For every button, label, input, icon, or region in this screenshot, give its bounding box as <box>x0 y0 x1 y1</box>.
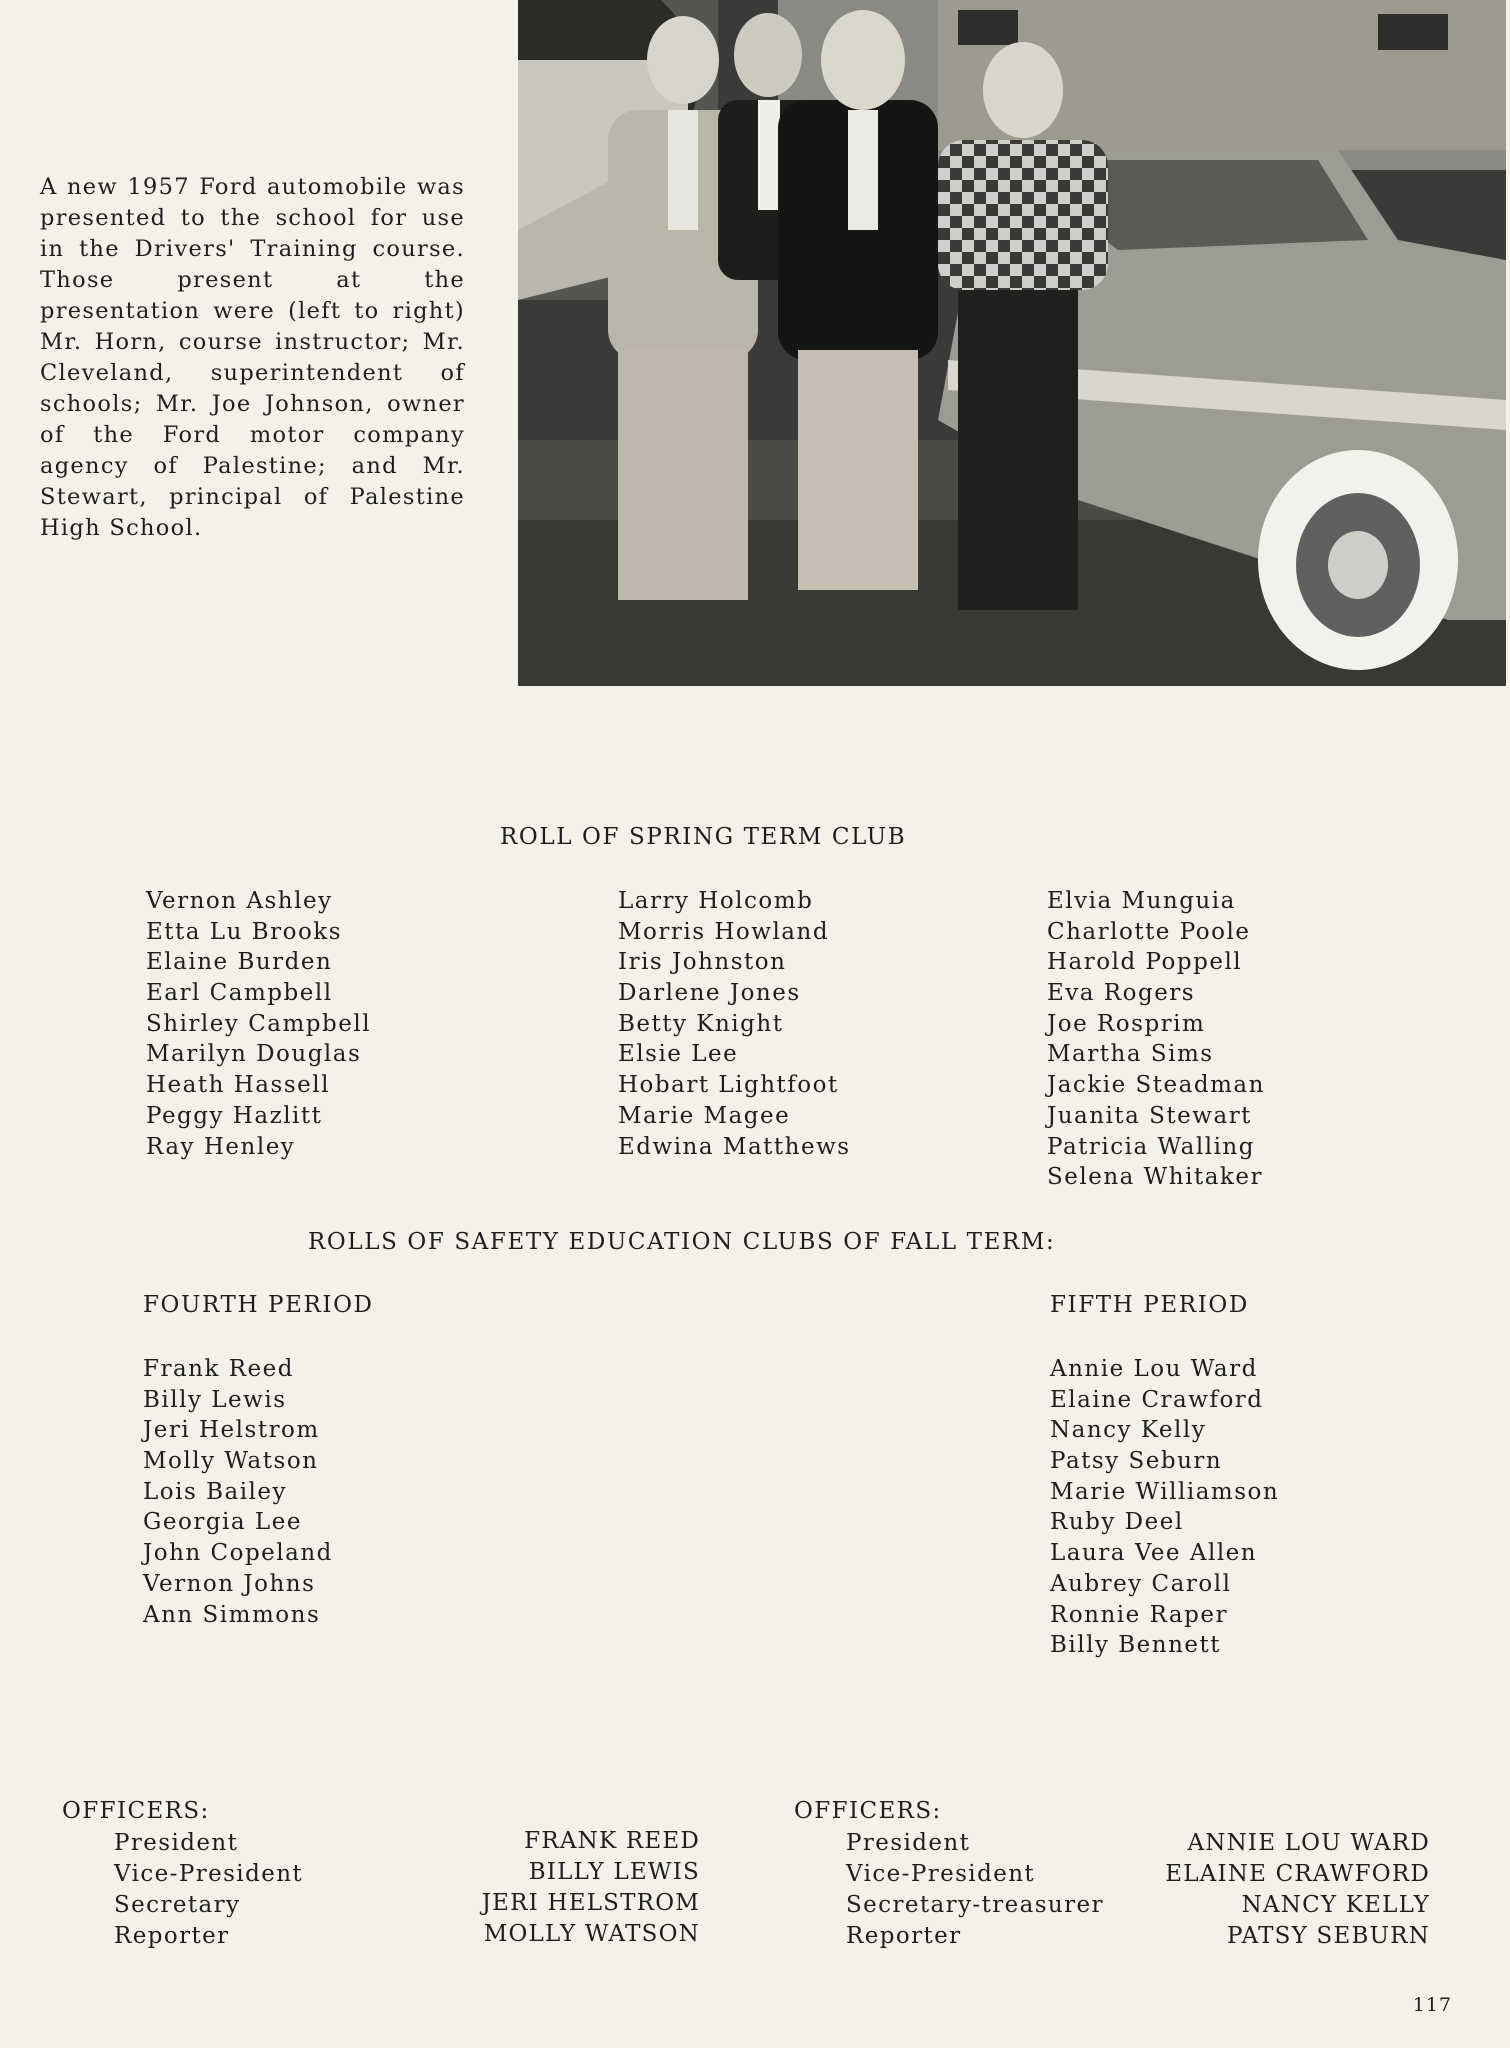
list-item: Jackie Steadman <box>1047 1072 1265 1099</box>
fourth-period-heading: FOURTH PERIOD <box>143 1292 374 1318</box>
list-item: Hobart Lightfoot <box>618 1072 839 1099</box>
list-item: Ann Simmons <box>143 1601 321 1628</box>
list-item: Marie Williamson <box>1050 1478 1280 1505</box>
fifth-period-list <box>1050 1354 1279 1661</box>
officer-name: BILLY LEWIS <box>528 1859 700 1885</box>
list-item: Harold Poppell <box>1047 949 1243 976</box>
list-item: Juanita Stewart <box>1047 1102 1252 1129</box>
fourth-period-officer-roles <box>114 1828 303 1952</box>
fifth-period-officers-label: OFFICERS: <box>794 1798 942 1824</box>
list-item: Frank Reed <box>143 1356 294 1382</box>
page-number: 117 <box>1412 1994 1452 2016</box>
officer-role: Vice-President <box>114 1861 304 1887</box>
list-item: Nancy Kelly <box>1050 1417 1207 1444</box>
list-item: Patsy Seburn <box>1050 1448 1223 1475</box>
list-item: Shirley Campbell <box>146 1010 372 1037</box>
officer-role: Reporter <box>114 1923 230 1949</box>
list-item: Larry Holcomb <box>618 888 814 914</box>
fourth-period-officer-names <box>482 1826 700 1950</box>
officer-role: President <box>846 1830 971 1856</box>
list-item: Elsie Lee <box>618 1041 739 1068</box>
list-item: Lois Bailey <box>143 1478 288 1505</box>
list-item: Selena Whitaker <box>1047 1164 1263 1191</box>
list-item: Edwina Matthews <box>618 1133 851 1160</box>
officer-role: Reporter <box>846 1923 962 1949</box>
officer-role: Vice-President <box>846 1861 1036 1887</box>
list-item: Patricia Walling <box>1047 1133 1255 1160</box>
list-item: Darlene Jones <box>618 980 801 1007</box>
list-item: Billy Lewis <box>143 1386 287 1413</box>
fall-roll-heading: ROLLS OF SAFETY EDUCATION CLUBS OF FALL TERM: <box>308 1229 1056 1255</box>
list-item: John Copeland <box>143 1540 333 1567</box>
list-item: Betty Knight <box>618 1010 784 1037</box>
list-item: Laura Vee Allen <box>1050 1540 1258 1567</box>
officer-name: ANNIE LOU WARD <box>1187 1830 1430 1856</box>
spring-roll-heading: ROLL OF SPRING TERM CLUB <box>500 824 907 850</box>
officer-name: PATSY SEBURN <box>1227 1923 1430 1949</box>
list-item: Vernon Johns <box>143 1570 316 1597</box>
list-item: Eva Rogers <box>1047 980 1196 1007</box>
fifth-period-officer-names <box>1165 1828 1430 1952</box>
list-item: Ruby Deel <box>1050 1509 1184 1536</box>
officer-name: NANCY KELLY <box>1241 1892 1430 1918</box>
list-item: Joe Rosprim <box>1047 1010 1206 1037</box>
list-item: Ray Henley <box>146 1133 296 1160</box>
officer-role: President <box>114 1830 239 1856</box>
list-item: Iris Johnston <box>618 949 787 976</box>
spring-roll-column-3 <box>1047 886 1265 1193</box>
list-item: Charlotte Poole <box>1047 918 1251 945</box>
list-item: Marie Magee <box>618 1102 791 1129</box>
officer-name: FRANK REED <box>524 1828 700 1854</box>
fifth-period-heading: FIFTH PERIOD <box>1050 1292 1249 1318</box>
officer-name: MOLLY WATSON <box>483 1921 700 1947</box>
spring-roll-column-2 <box>618 886 851 1162</box>
list-item: Elaine Burden <box>146 949 333 976</box>
spring-roll-column-1 <box>146 886 371 1162</box>
list-item: Earl Campbell <box>146 980 333 1007</box>
fourth-period-list <box>143 1354 333 1630</box>
officer-name: ELAINE CRAWFORD <box>1165 1861 1430 1887</box>
list-item: Georgia Lee <box>143 1509 302 1536</box>
list-item: Elvia Munguia <box>1047 888 1236 914</box>
list-item: Annie Lou Ward <box>1050 1356 1258 1382</box>
officer-role: Secretary <box>114 1892 241 1918</box>
fourth-period-officers-label: OFFICERS: <box>62 1798 210 1824</box>
list-item: Peggy Hazlitt <box>146 1102 323 1129</box>
fifth-period-officer-roles <box>846 1828 1104 1952</box>
ford-presentation-photo <box>518 0 1506 686</box>
officer-name: JERI HELSTROM <box>481 1890 700 1916</box>
list-item: Vernon Ashley <box>146 888 333 914</box>
list-item: Heath Hassell <box>146 1072 330 1099</box>
list-item: Morris Howland <box>618 918 830 945</box>
officer-role: Secretary-treasurer <box>846 1892 1104 1918</box>
list-item: Molly Watson <box>143 1448 319 1475</box>
list-item: Elaine Crawford <box>1050 1386 1264 1413</box>
photo-caption: A new 1957 Ford automobile was presented to the school for use in the Drivers' Training course. Those present at the presentation were (left to right) Mr. Horn, course instructor; Mr. Cleveland, superintendent of schools; Mr. Joe Johnson, owner of the Ford motor company agency of Palestine; and Mr. Stewart, principal of Palestine High School. <box>40 174 465 541</box>
list-item: Billy Bennett <box>1050 1632 1222 1659</box>
list-item: Marilyn Douglas <box>146 1041 362 1068</box>
list-item: Aubrey Caroll <box>1050 1570 1232 1597</box>
list-item: Etta Lu Brooks <box>146 918 343 945</box>
list-item: Martha Sims <box>1047 1041 1214 1068</box>
list-item: Jeri Helstrom <box>143 1417 320 1444</box>
list-item: Ronnie Raper <box>1050 1601 1228 1628</box>
